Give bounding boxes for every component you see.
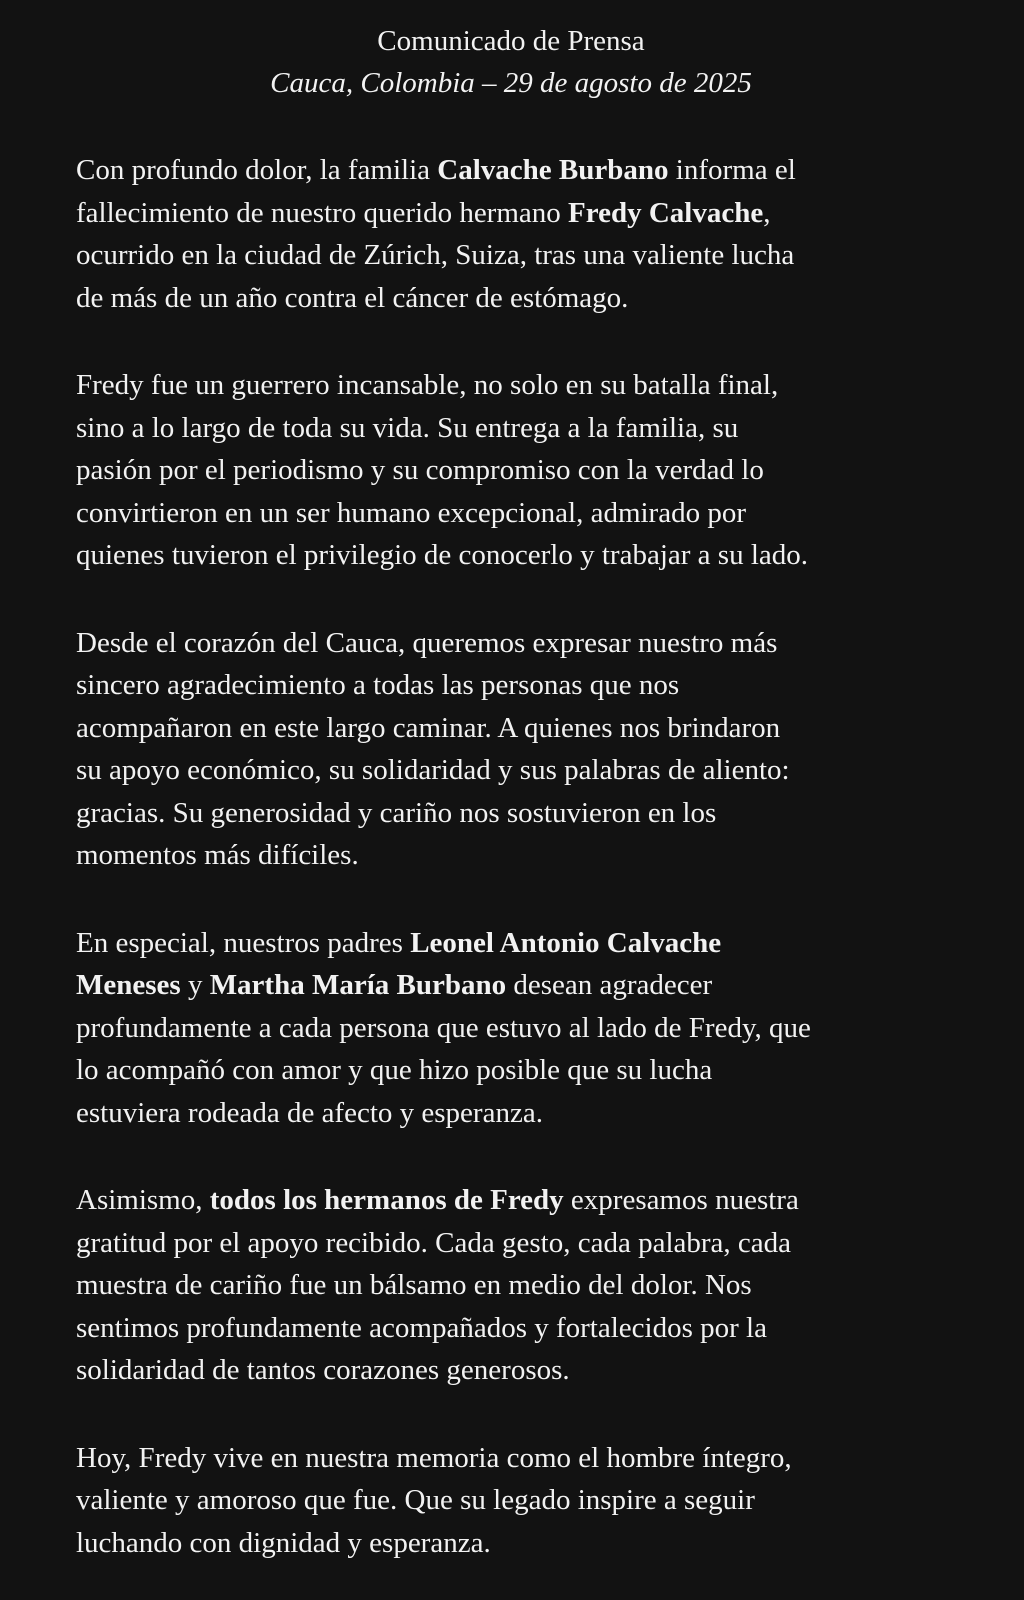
bold-text: Calvache Burbano <box>437 154 669 186</box>
text-line <box>76 449 956 492</box>
paragraph-6 <box>76 1437 956 1565</box>
text-line <box>76 534 956 577</box>
text-line <box>76 407 956 450</box>
text-segment: profundamente a cada persona que estuvo al lado de Fredy, que <box>76 1011 811 1044</box>
text-line <box>76 664 956 707</box>
text-line <box>76 1479 956 1522</box>
text-line <box>76 1307 956 1350</box>
text-segment: fallecimiento de nuestro querido hermano <box>76 196 569 229</box>
bold-text: Fredy Calvache <box>568 196 764 229</box>
text-segment: Asimismo, <box>76 1184 210 1216</box>
text-line <box>76 364 956 407</box>
text-segment: Con profundo dolor, la familia <box>76 154 438 186</box>
bold-text: Meneses <box>76 969 181 1001</box>
paragraph-4 <box>76 922 956 1135</box>
text-segment: En especial, nuestros padres <box>76 926 411 959</box>
text-line <box>76 1092 956 1135</box>
text-segment: acompañaron en este largo caminar. A quienes nos brindaron <box>76 711 781 744</box>
text-line <box>76 234 956 277</box>
bold-text: Leonel Antonio Calvache <box>410 926 722 959</box>
text-line <box>76 277 956 320</box>
text-line <box>76 1349 956 1392</box>
text-segment: y <box>180 969 210 1001</box>
text-line <box>76 622 956 665</box>
text-segment: muestra de cariño fue un bálsamo en medio del dolor. Nos <box>76 1269 752 1301</box>
text-line <box>76 1007 956 1050</box>
text-segment: de más de un año contra el cáncer de estómago. <box>76 281 629 314</box>
text-line <box>76 834 956 877</box>
text-segment: quienes tuvieron el privilegio de conocerlo y trabajar a su lado. <box>76 539 808 571</box>
text-segment: gratitud por el apoyo recibido. Cada gesto, cada palabra, cada <box>76 1226 792 1259</box>
text-segment: momentos más difíciles. <box>76 839 359 871</box>
text-line <box>76 964 956 1007</box>
text-line <box>76 1522 956 1565</box>
text-segment: sincero agradecimiento a todas las personas que nos <box>76 669 680 701</box>
text-segment: lo acompañó con amor y que hizo posible que su lucha <box>76 1054 713 1086</box>
press-release-body <box>76 149 956 1564</box>
press-release-header <box>76 20 946 104</box>
text-segment: Fredy fue un guerrero incansable, no solo en su batalla final, <box>76 369 779 401</box>
text-segment: su apoyo económico, su solidaridad y sus palabras de aliento: <box>76 754 790 786</box>
text-line <box>76 492 956 535</box>
dateline: Cauca, Colombia – 29 de agosto de 2025 <box>270 67 752 99</box>
text-segment: ocurrido en la ciudad de Zúrich, Suiza, tras una valiente lucha <box>76 239 795 271</box>
text-line <box>76 192 956 235</box>
text-line <box>76 749 956 792</box>
bold-text: todos los hermanos de Fredy <box>209 1184 564 1216</box>
text-segment: , <box>763 196 771 229</box>
text-line <box>76 1437 956 1480</box>
paragraph-3 <box>76 622 956 877</box>
text-line <box>76 1222 956 1265</box>
text-line <box>76 707 956 750</box>
text-line <box>76 1264 956 1307</box>
paragraph-2 <box>76 364 956 577</box>
text-segment: informa el <box>668 154 796 186</box>
paragraph-5 <box>76 1179 956 1392</box>
text-segment: pasión por el periodismo y su compromiso con la verdad lo <box>76 454 764 486</box>
bold-text: Martha María Burbano <box>209 969 507 1001</box>
text-line <box>76 1049 956 1092</box>
text-line <box>76 922 956 965</box>
text-segment: Hoy, Fredy vive en nuestra memoria como el hombre íntegro, <box>76 1441 792 1474</box>
text-segment: desean agradecer <box>506 969 713 1001</box>
text-segment: Desde el corazón del Cauca, queremos expresar nuestro más <box>76 626 778 659</box>
text-line <box>76 1179 956 1222</box>
text-segment: valiente y amoroso que fue. Que su legado inspire a seguir <box>76 1484 755 1516</box>
text-segment: convirtieron en un ser humano excepcional, admirado por <box>76 496 746 529</box>
text-segment: sentimos profundamente acompañados y fortalecidos por la <box>76 1311 767 1344</box>
paragraph-1 <box>76 149 956 319</box>
text-segment: sino a lo largo de toda su vida. Su entrega a la familia, su <box>76 411 739 444</box>
text-segment: estuviera rodeada de afecto y esperanza. <box>76 1096 543 1129</box>
text-segment: luchando con dignidad y esperanza. <box>76 1526 491 1559</box>
text-line <box>76 792 956 835</box>
text-segment: solidaridad de tantos corazones generosos. <box>76 1354 570 1386</box>
text-segment: expresamos nuestra <box>563 1184 799 1216</box>
text-segment: gracias. Su generosidad y cariño nos sostuvieron en los <box>76 796 717 829</box>
text-line <box>76 149 956 192</box>
document-title: Comunicado de Prensa <box>377 25 645 57</box>
